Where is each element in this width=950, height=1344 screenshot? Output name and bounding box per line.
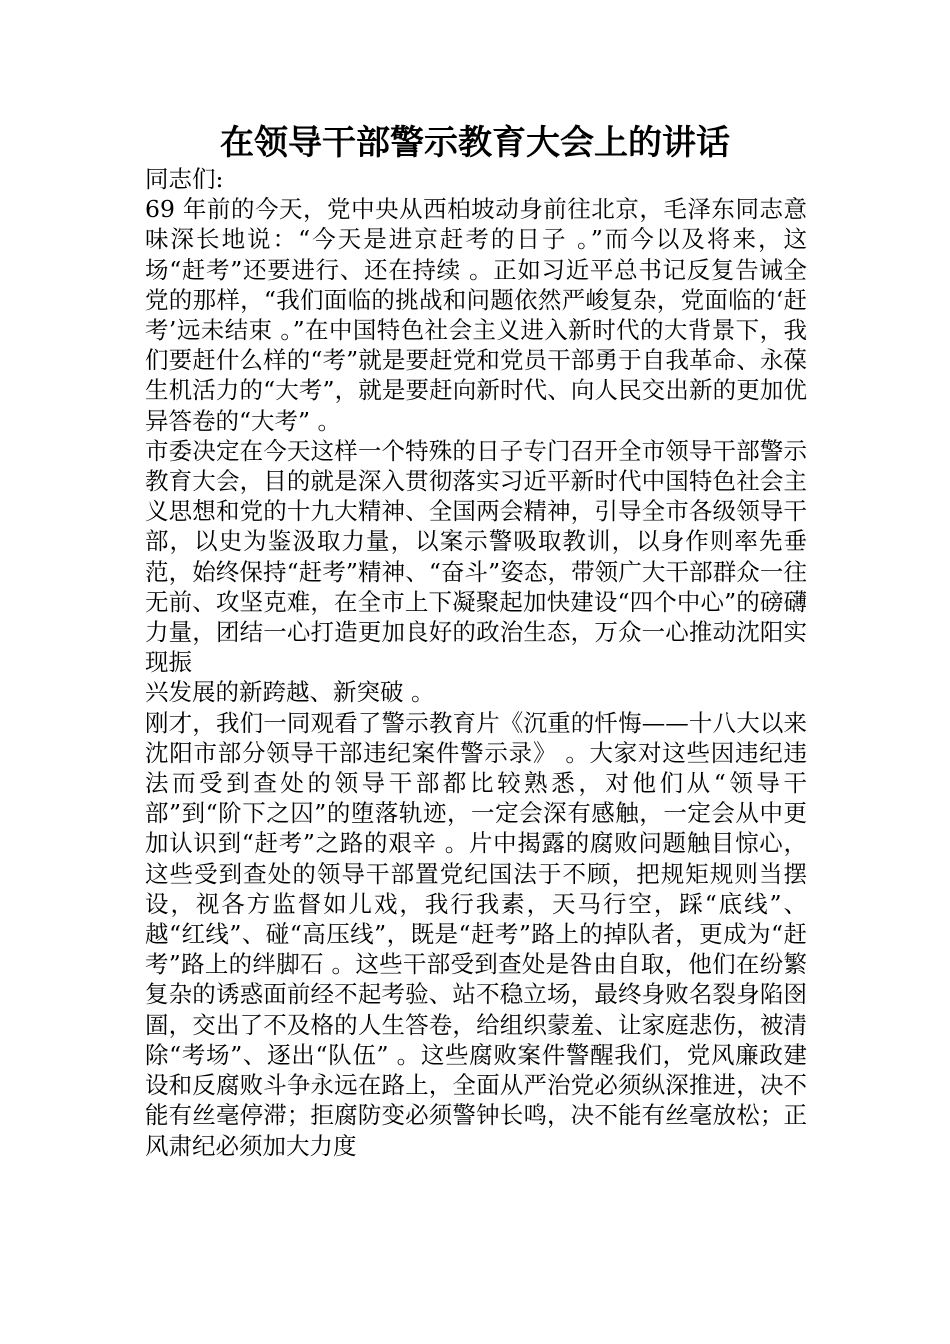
document-body bbox=[145, 164, 807, 1161]
paragraph-2: 市委决定在今天这样一个特殊的日子专门召开全市领导干部警示教育大会，目的就是深入贯彻落实习近平新时代中国特色社会主义思想和党的十九大精神、全国两会精神，引导全市各级领导干部，以史为鉴汲取力量，以案示警吸取教训，以身作则率先垂范，始终保持“赶考”精神、“奋斗”姿态，带领广大干部群众一往无前、攻坚克难，在全市上下凝聚起加快建设“四个中心”的磅礴力量，团结一心打造更加良好的政治生态，万众一心推动沈阳实现振 bbox=[145, 436, 807, 677]
document-title: 在领导干部警示教育大会上的讲话 bbox=[220, 123, 730, 163]
paragraph-3: 刚才，我们一同观看了警示教育片《沉重的忏悔——十八大以来沈阳市部分领导干部违纪案件警示录》 。大家对这些因违纪违法而受到查处的领导干部都比较熟悉，对他们从“领导干部”到“阶下之囚”的堕落轨迹，一定会深有感触，一定会从中更加认识到“赶考”之路的艰辛 。片中揭露的腐败问题触目惊心，这些受到查处的领导干部置党纪国法于不顾，把规矩规则当摆设，视各方监督如儿戏，我行我素，天马行空，踩“底线”、越“红线”、碰“高压线”，既是“赶考”路上的掉队者，更成为“赶考”路上的绊脚石 。这些干部受到查处是咎由自取，他们在纷繁复杂的诱惑面前经不起考验、站不稳立场，最终身败名裂身陷囹圄，交出了不及格的人生答卷，给组织蒙羞、让家庭悲伤，被清除“考场”、逐出“队伍” 。这些腐败案件警醒我们，党风廉政建设和反腐败斗争永远在路上，全面从严治党必须纵深推进，决不能有丝毫停滞；拒腐防变必须警钟长鸣，决不能有丝毫放松；正风肃纪必须加大力度 bbox=[145, 708, 807, 1160]
paragraph-2-continued: 兴发展的新跨越、新突破 。 bbox=[145, 678, 435, 707]
paragraph-1: 69 年前的今天，党中央从西柏坡动身前往北京，毛泽东同志意味深长地说：“今天是进京赶考的日子 。”而今以及将来，这场“赶考”还要进行、还在持续 。正如习近平总书记反复告诫全党的那样，“我们面临的挑战和问题依然严峻复杂，党面临的‘赶考’远未结束 。”在中国特色社会主义进入新时代的大背景下，我们要赶什么样的“考”就是要赶党和党员干部勇于自我革命、永葆生机活力的“大考”，就是要赶向新时代、向人民交出新的更加优异答卷的“大考” 。 bbox=[145, 195, 807, 435]
salutation: 同志们: bbox=[145, 165, 224, 193]
